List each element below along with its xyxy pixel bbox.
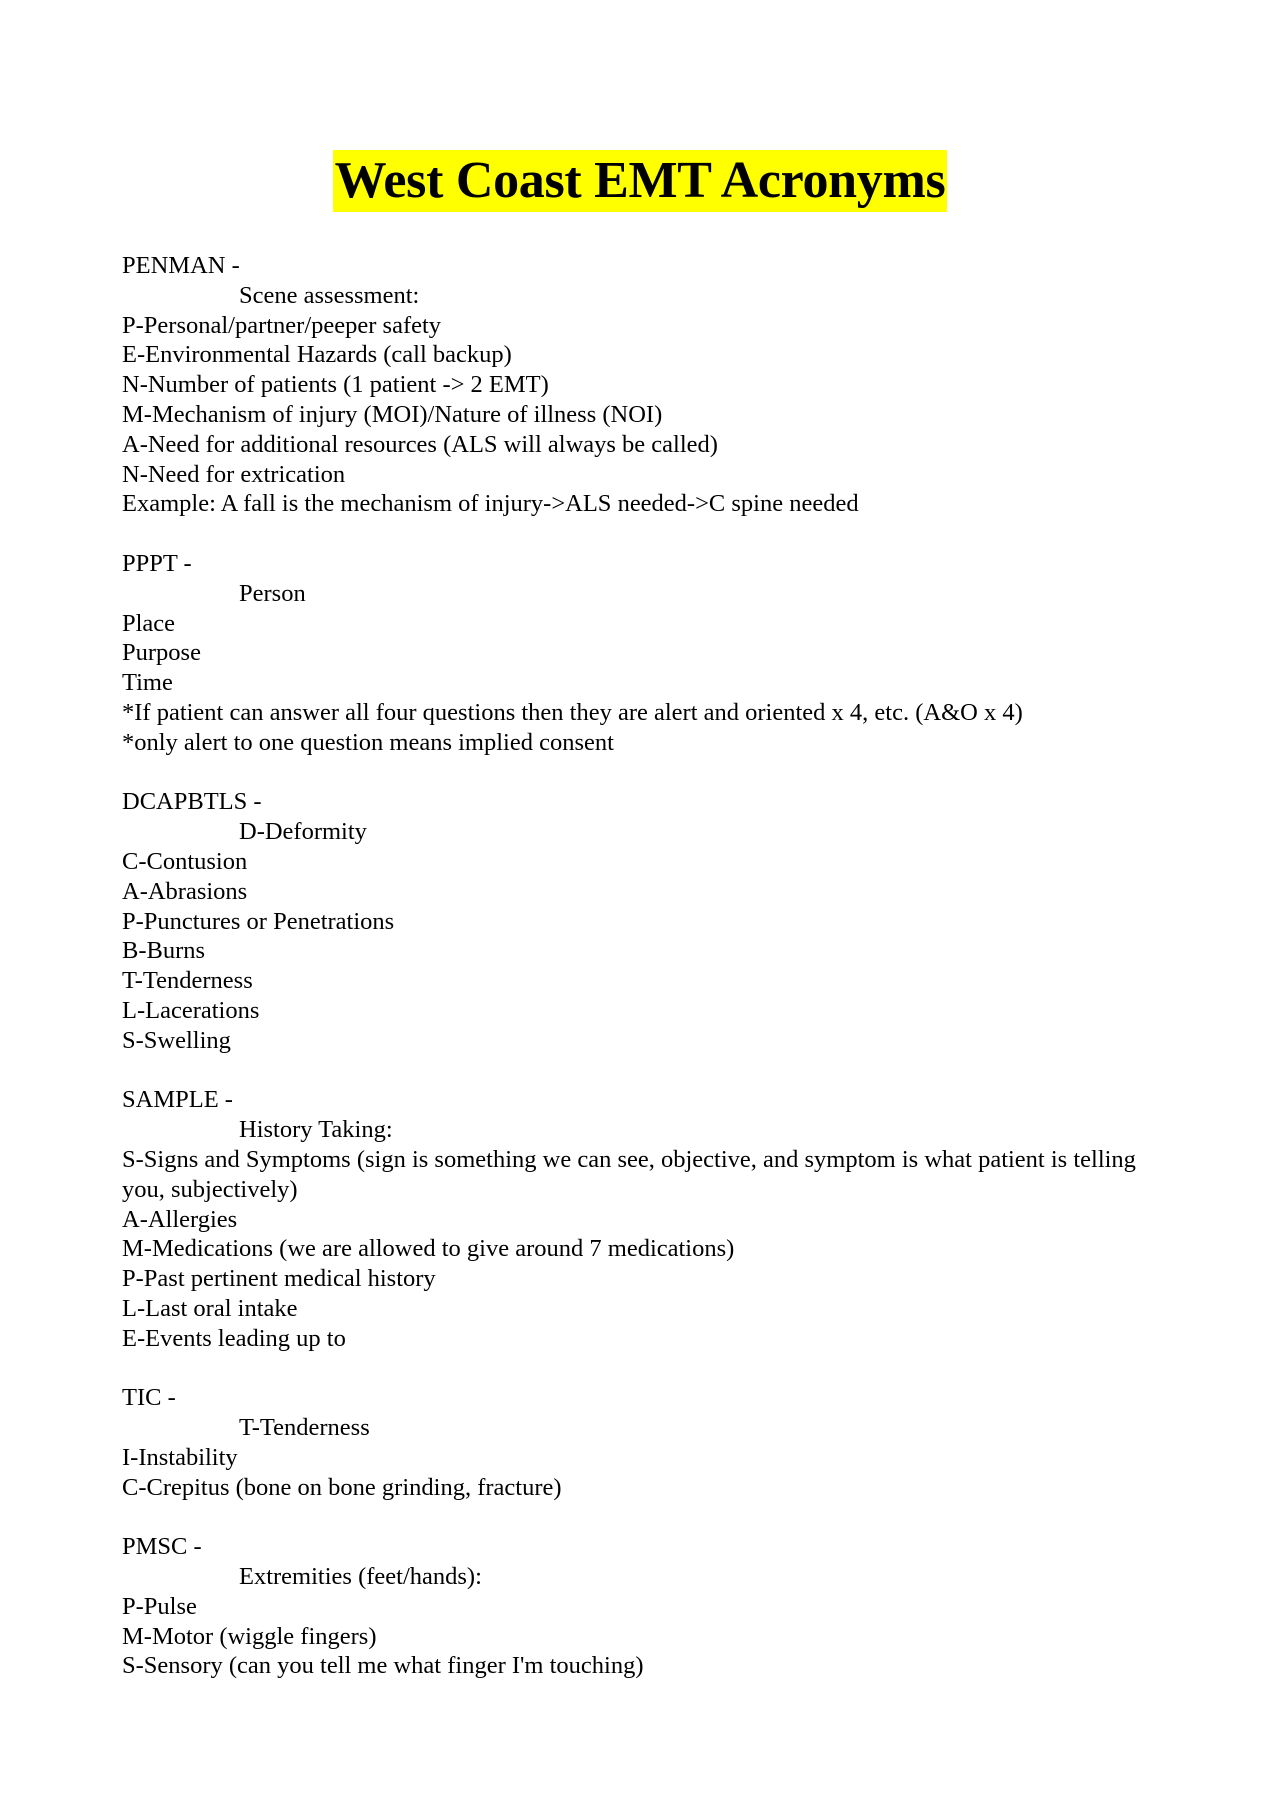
list-item: M-Mechanism of injury (MOI)/Nature of illness (NOI) — [122, 400, 663, 428]
list-item: M-Medications (we are allowed to give around 7 medications) — [122, 1235, 735, 1263]
section-pppt — [122, 549, 1162, 758]
section-tic — [122, 1383, 1162, 1502]
section-heading: DCAPBTLS - — [122, 788, 262, 816]
section-subheading: Extremities (feet/hands): — [239, 1563, 482, 1591]
title-container — [0, 150, 1280, 212]
list-item: P-Personal/partner/peeper safety — [122, 311, 442, 339]
section-sample — [122, 1085, 1162, 1353]
section-subheading: D-Deformity — [239, 818, 367, 846]
list-item: P-Pulse — [122, 1592, 197, 1620]
page-title: West Coast EMT Acronyms — [333, 150, 948, 212]
list-item: A-Allergies — [122, 1205, 238, 1233]
list-item: S-Signs and Symptoms (sign is something we can see, objective, and symptom is what patient is telling you, subjectively) — [122, 1145, 1143, 1203]
list-item: N-Number of patients (1 patient -> 2 EMT) — [122, 371, 549, 399]
section-subheading: T-Tenderness — [239, 1414, 370, 1442]
list-item: S-Swelling — [122, 1026, 231, 1054]
list-item: E-Events leading up to — [122, 1324, 346, 1352]
list-item: S-Sensory (can you tell me what finger I'm touching) — [122, 1652, 644, 1680]
list-item: P-Punctures or Penetrations — [122, 907, 395, 935]
section-heading: TIC - — [122, 1384, 176, 1412]
list-item: Time — [122, 669, 173, 697]
list-item: *If patient can answer all four questions then they are alert and oriented x 4, etc. (A&O x 4) — [122, 698, 1023, 726]
section-heading: PPPT - — [122, 549, 192, 577]
list-item: B-Burns — [122, 937, 206, 965]
section-subheading: History Taking: — [239, 1116, 393, 1144]
list-item: *only alert to one question means implied consent — [122, 728, 614, 756]
list-item: T-Tenderness — [122, 967, 253, 995]
section-penman — [122, 251, 1162, 519]
section-subheading: Person — [239, 579, 306, 607]
section-dcapbtls — [122, 787, 1162, 1055]
section-heading: PENMAN - — [122, 252, 240, 279]
list-item: Place — [122, 609, 176, 637]
list-item: I-Instability — [122, 1443, 238, 1471]
list-item: C-Contusion — [122, 847, 248, 875]
list-item: A-Abrasions — [122, 877, 248, 905]
list-item: E-Environmental Hazards (call backup) — [122, 341, 512, 369]
list-item: M-Motor (wiggle fingers) — [122, 1622, 377, 1650]
section-pmsc — [122, 1532, 1162, 1681]
section-subheading: Scene assessment: — [239, 281, 420, 309]
list-item: A-Need for additional resources (ALS will always be called) — [122, 430, 718, 458]
list-item: L-Lacerations — [122, 996, 260, 1024]
document-body — [122, 251, 1162, 1711]
list-item: L-Last oral intake — [122, 1294, 298, 1322]
section-heading: PMSC - — [122, 1533, 202, 1561]
list-item: C-Crepitus (bone on bone grinding, fracture) — [122, 1473, 562, 1501]
section-heading: SAMPLE - — [122, 1086, 233, 1114]
list-item: Purpose — [122, 639, 201, 667]
list-item: N-Need for extrication — [122, 460, 346, 488]
list-item: P-Past pertinent medical history — [122, 1265, 436, 1293]
list-item: Example: A fall is the mechanism of injury->ALS needed->C spine needed — [122, 490, 859, 518]
